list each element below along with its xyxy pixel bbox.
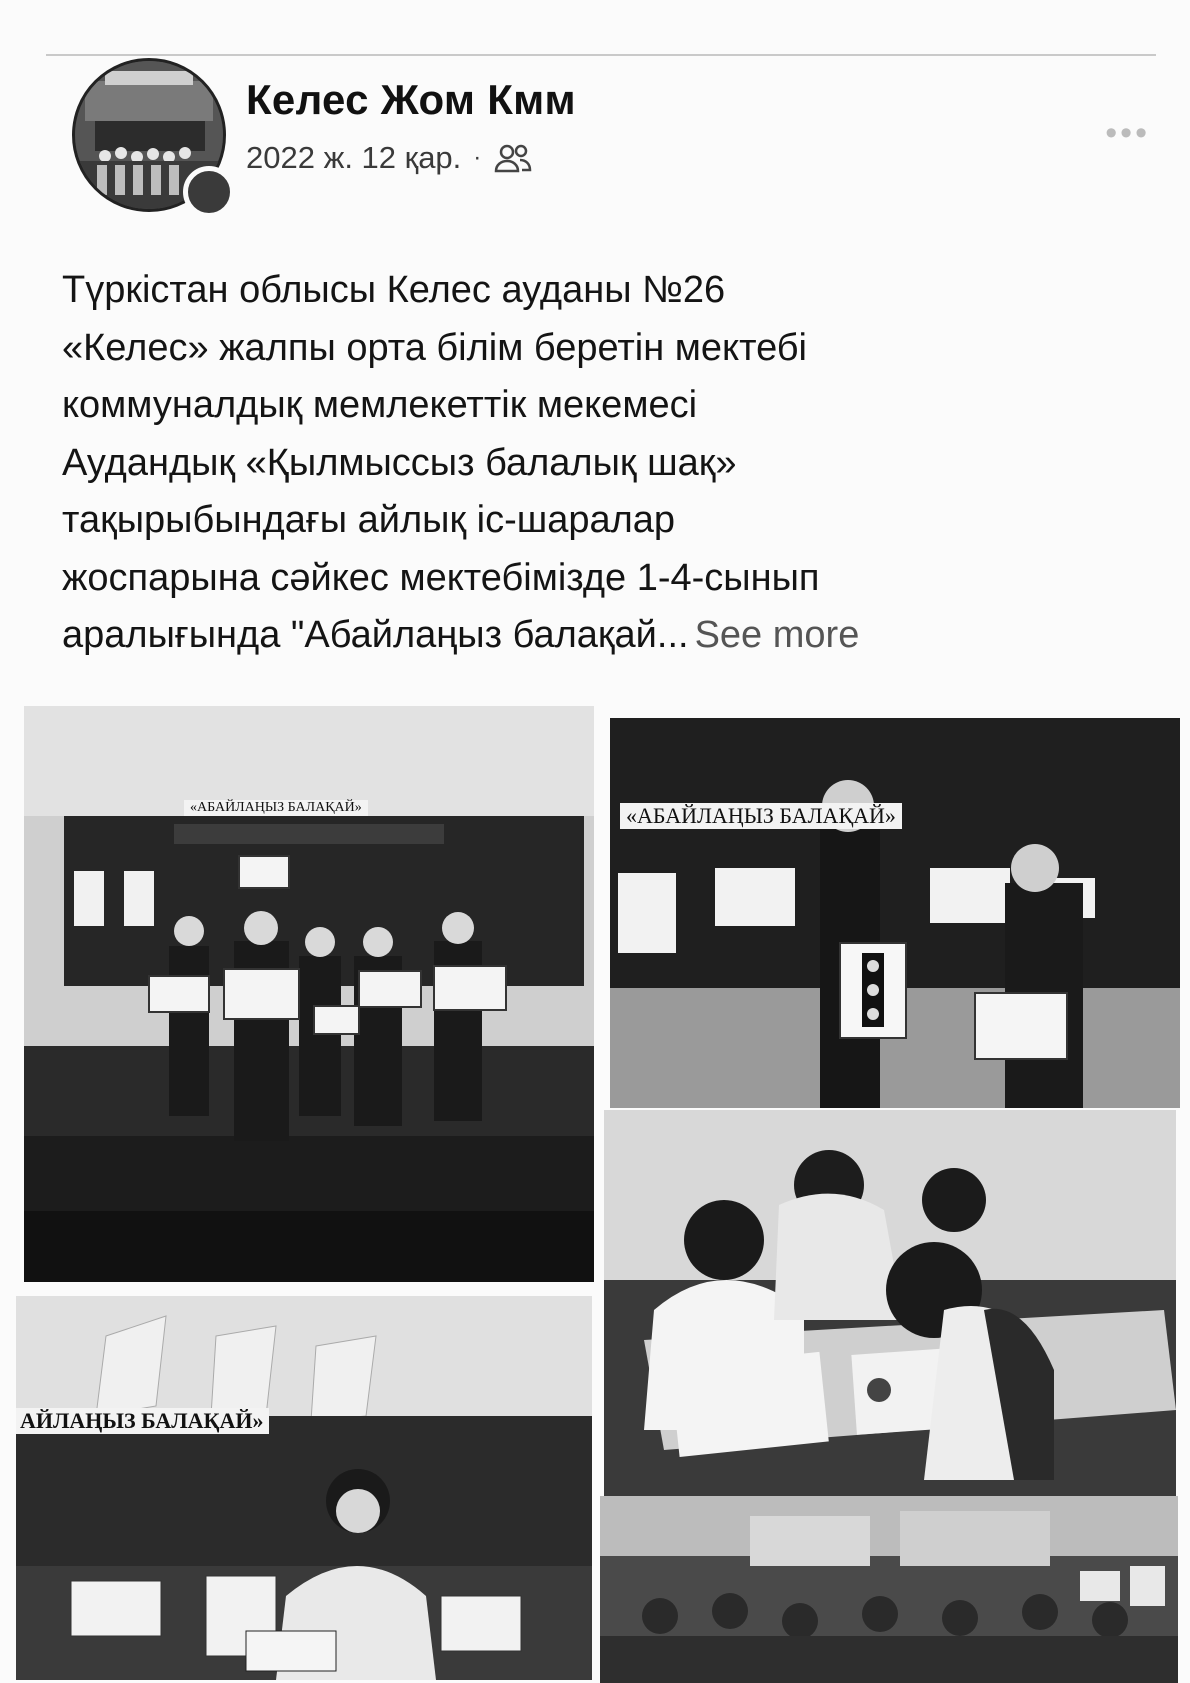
post-text xyxy=(62,262,1172,665)
more-icon[interactable]: ••• xyxy=(1105,114,1150,152)
photo-4-image xyxy=(16,1296,592,1680)
photo-5-image xyxy=(600,1496,1178,1683)
post-photo-2[interactable] xyxy=(610,718,1180,1108)
active-status-dot xyxy=(183,166,235,218)
post-text-line: Аудандық «Қылмыссыз балалық шақ» xyxy=(62,441,737,484)
post-photo-1[interactable] xyxy=(24,706,594,1282)
photo-2-image xyxy=(610,718,1180,1108)
meta-separator: · xyxy=(473,144,482,171)
photo-3-image xyxy=(604,1110,1176,1498)
post-text-line: аралығында "Абайлаңыз балақай... xyxy=(62,614,689,656)
friends-icon xyxy=(493,142,533,174)
see-more-link[interactable]: See more xyxy=(694,614,860,656)
post-meta xyxy=(246,140,533,176)
photo-banner-1: «АБАЙЛАҢЫЗ БАЛАҚАЙ» xyxy=(184,800,368,816)
post-photo-4[interactable] xyxy=(16,1296,592,1680)
post-header xyxy=(70,58,1160,218)
post-text-line: «Келес» жалпы орта білім беретін мектебі xyxy=(62,326,807,369)
post-photo-3[interactable] xyxy=(604,1110,1176,1498)
post-text-line: тақырыбындағы айлық іс-шаралар xyxy=(62,499,676,541)
author-name[interactable]: Келес Жом Кмм xyxy=(246,76,576,123)
post-text-line: жоспарына сәйкес мектебімізде 1-4-сынып xyxy=(62,556,820,599)
photo-banner-2: «АБАЙЛАҢЫЗ БАЛАҚАЙ» xyxy=(620,803,902,829)
post-text-line: Түркістан облысы Келес ауданы №26 xyxy=(62,269,726,311)
photo-1-image xyxy=(24,706,594,1282)
photo-banner-3: АЙЛАҢЫЗ БАЛАҚАЙ» xyxy=(16,1408,269,1434)
top-divider xyxy=(46,54,1156,56)
post-photo-5[interactable] xyxy=(600,1496,1178,1683)
post-text-line: коммуналдық мемлекеттік мекемесі xyxy=(62,384,698,426)
post-date[interactable]: 2022 ж. 12 қар. xyxy=(246,140,462,175)
